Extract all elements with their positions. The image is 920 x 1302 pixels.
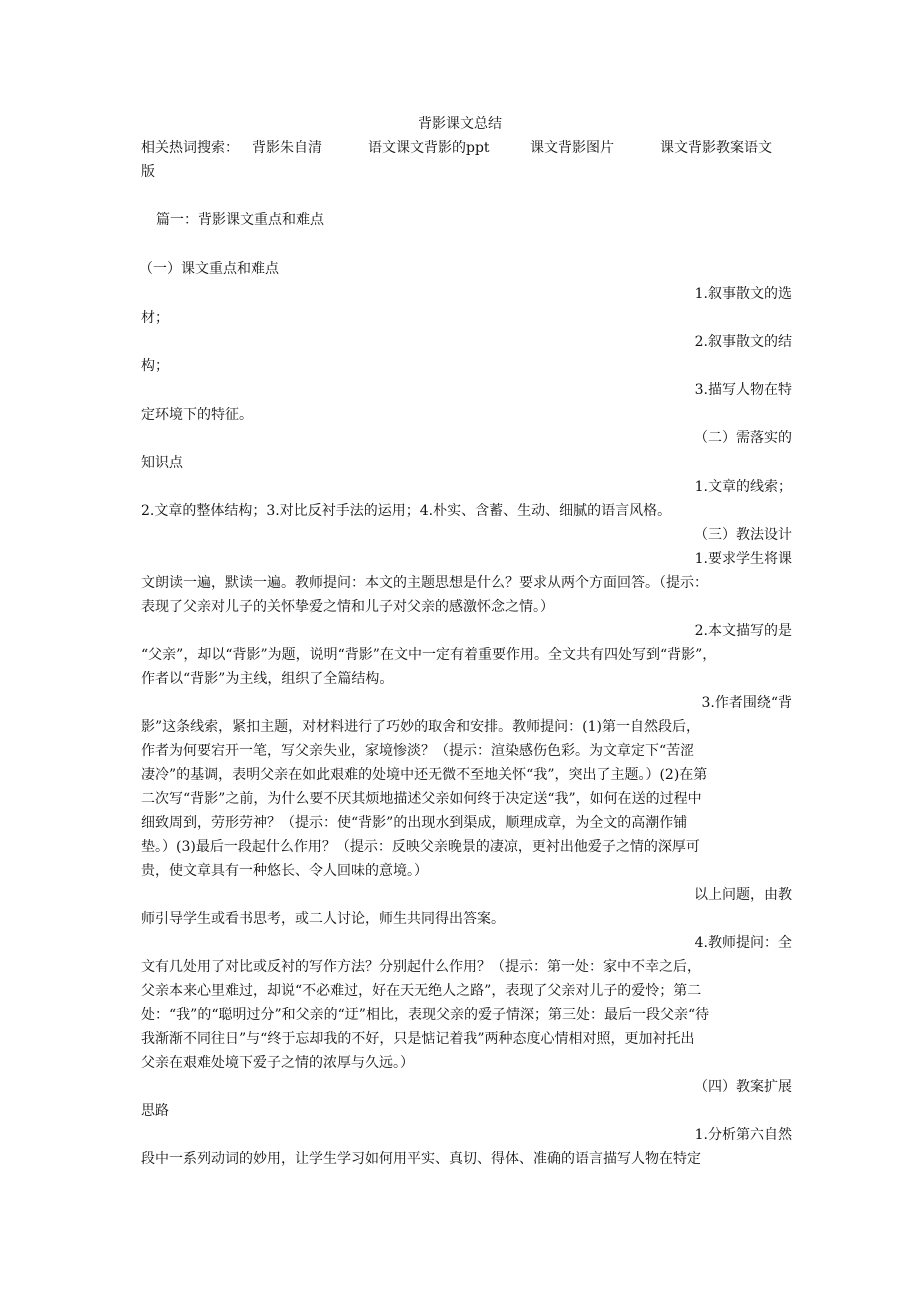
text-line: 表现了父亲对儿子的关怀挚爱之情和儿子对父亲的感激怀念之情。）: [141, 599, 554, 615]
text-line: 贵，使文章具有一种悠长、令人回味的意境。）: [141, 863, 428, 879]
document-title: 背影课文总结: [418, 116, 502, 132]
text-line: 师引导学生或看书思考，或二人讨论，师生共同得出答案。: [141, 911, 505, 927]
text-line: 父亲本来心里难过，却说“不必难过，好在天无绝人之路”，表现了父亲对儿子的爱怜；第二: [141, 983, 702, 999]
text-line: 处：“我”的“聪明过分”和父亲的“迂”相比，表现父亲的爱子情深；第三处：最后一段父亲“待: [141, 1007, 710, 1023]
text-line: 细致周到，劳形劳神？（提示：使“背影”的出现水到渠成，顺理成章，为全文的高潮作铺: [141, 815, 688, 831]
text-line: 定环境下的特征。: [141, 407, 253, 423]
text-line: 构；: [141, 358, 169, 374]
text-line: 思路: [141, 1103, 169, 1119]
text-line: 段中一系列动词的妙用，让学生学习如何用平实、真切、得体、准确的语言描写人物在特定: [141, 1151, 701, 1167]
text-line: 3.作者围绕“背: [701, 695, 792, 711]
text-line: 1.分析第六自然: [694, 1127, 792, 1143]
text-line: 二次写“背影”之前，为什么要不厌其烦地描述父亲如何终于决定送“我”，如何在送的过程中: [141, 791, 702, 807]
text-line: 凄冷”的基调，表明父亲在如此艰难的处境中还无微不至地关怀“我”，突出了主题。）(2)在第: [141, 767, 708, 783]
article-heading: 篇一：背影课文重点和难点: [156, 212, 324, 228]
section-heading: （三）教法设计: [694, 527, 792, 543]
section-heading: （二）需落实的: [694, 430, 792, 446]
keyword-link[interactable]: 背影朱自清: [252, 140, 322, 156]
text-line: 1.文章的线索；: [694, 479, 792, 495]
text-line: 作者以“背影”为主线，组织了全篇结构。: [141, 671, 394, 687]
text-line: 2.叙事散文的结: [694, 334, 792, 350]
text-line: “父亲”，却以“背影”为题，说明“背影”在文中一定有着重要作用。全文共有四处写到“背影”，: [141, 647, 717, 663]
text-line: 2.文章的整体结构；3.对比反衬手法的运用；4.朴实、含蓄、生动、细腻的语言风格。: [141, 503, 672, 519]
text-line: 3.描写人物在特: [694, 382, 792, 398]
text-line: 知识点: [141, 455, 183, 471]
text-line: 1.叙事散文的选: [694, 286, 792, 302]
text-line: 文朗读一遍，默读一遍。教师提问：本文的主题思想是什么？要求从两个方面回答。（提示：: [141, 575, 708, 591]
text-line: 父亲在艰难处境下爱子之情的浓厚与久远。）: [141, 1055, 414, 1071]
text-line: 2.本文描写的是: [694, 623, 792, 639]
text-line: 1.要求学生将课: [694, 551, 792, 567]
keywords-label: 相关热词搜索：: [141, 140, 239, 156]
keyword-link[interactable]: 课文背影教案语文: [660, 140, 772, 156]
keywords-wrap: 版: [141, 164, 155, 180]
keyword-link[interactable]: 语文课文背影的ppt: [368, 140, 490, 156]
keyword-link[interactable]: 课文背影图片: [530, 140, 614, 156]
text-line: 材；: [141, 310, 169, 326]
text-line: 以上问题，由教: [694, 887, 792, 903]
text-line: 我渐渐不同往日”与“终于忘却我的不好，只是惦记着我”两种态度心情相对照，更加衬托出: [141, 1031, 695, 1047]
text-line: 垫。）(3)最后一段起什么作用？（提示：反映父亲晚景的凄凉，更衬出他爱子之情的深厚可: [141, 839, 700, 855]
section-heading: （一）课文重点和难点: [139, 261, 279, 277]
text-line: 4.教师提问：全: [694, 935, 792, 951]
text-line: 文有几处用了对比或反衬的写作方法？分别起什么作用？（提示：第一处：家中不幸之后，: [141, 959, 701, 975]
text-line: 作者为何要宕开一笔，写父亲失业，家境惨淡？（提示：渲染感伤色彩。为文章定下“苦涩: [141, 743, 695, 759]
section-heading: （四）教案扩展: [694, 1079, 792, 1095]
text-line: 影”这条线索，紧扣主题，对材料进行了巧妙的取舍和安排。教师提问：(1)第一自然段后，: [141, 719, 700, 735]
